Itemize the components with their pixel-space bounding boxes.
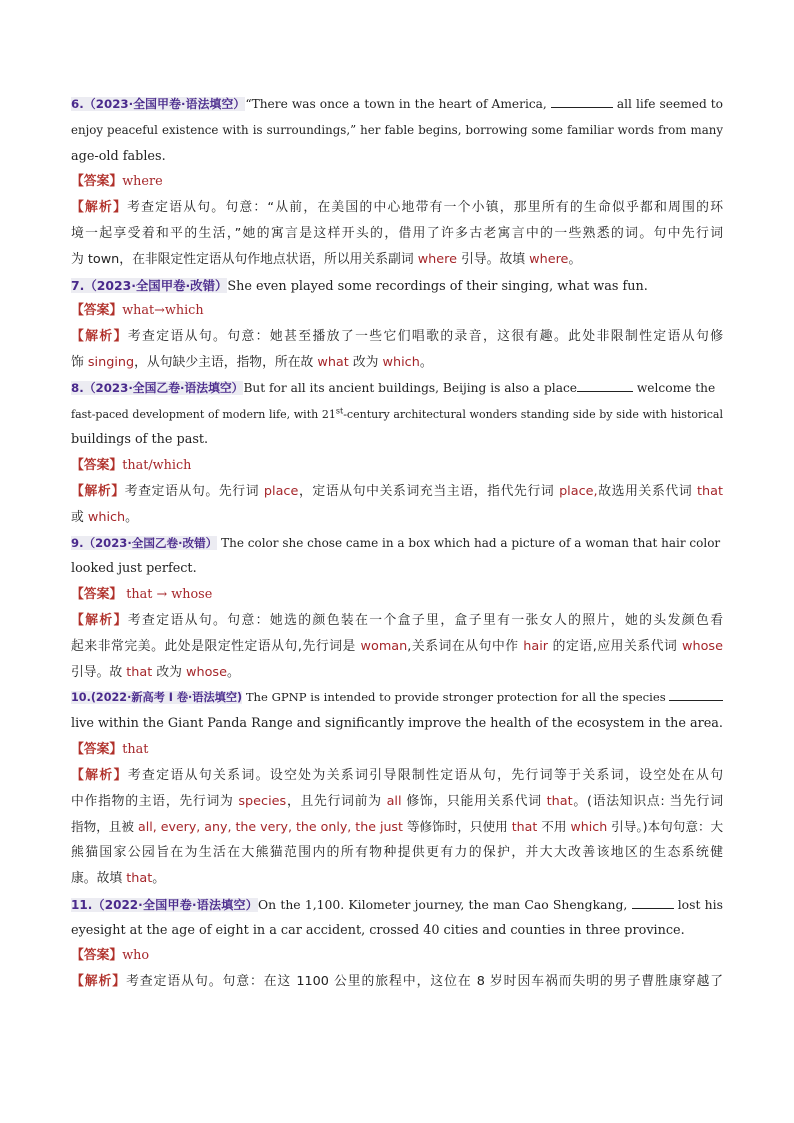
explanation-9-text-5: 引导。故 xyxy=(71,664,127,680)
explanation-9-text-7: 。 xyxy=(226,664,240,680)
question-8-superscript: st xyxy=(335,405,344,415)
question-7-line-1 xyxy=(71,273,723,299)
explanation-10-text-11: 康。故填 xyxy=(71,870,127,886)
answer-10 xyxy=(71,737,723,763)
explanation-8-text-5: 。 xyxy=(125,509,138,525)
explanation-10-keyword-4: all, every, any, the very, the only, the just xyxy=(137,819,403,835)
explanation-9-keyword-5: whose xyxy=(186,664,227,680)
explanation-6-keyword-2: where xyxy=(529,251,569,267)
question-8-line-2 xyxy=(71,402,723,428)
question-10-text: The GPNP is intended to provide stronger protection for all the species xyxy=(245,690,666,705)
question-8-line-1 xyxy=(71,376,723,402)
answer-6-value: where xyxy=(122,174,163,190)
explanation-9-text-3: ,关系词在从句中作 xyxy=(407,638,524,654)
explanation-10-text-6: 指物，且被 xyxy=(71,819,138,835)
question-11-text: On the 1,100. Kilometer journey, the man Cao Shengkang, xyxy=(258,896,628,912)
answer-7 xyxy=(71,298,723,324)
explanation-10-text-10: 熊猫国家公园旨在为生活在大熊猫范围内的所有物种提供更有力的保护，并大大改善该地区的生态系统健 xyxy=(71,845,723,861)
explanation-8-text-1: 考查定语从句。先行词 xyxy=(124,483,264,499)
explanation-label: 【解析】 xyxy=(71,200,128,216)
explanation-9-text-4: 的定语,应用关系代词 xyxy=(548,638,683,654)
explanation-10-text-9: 引导。)本句句意：大 xyxy=(607,819,723,835)
question-8-text-4: -century architectural wonders standing side by side with historical xyxy=(343,407,723,421)
answer-label: 【答案】 xyxy=(71,174,123,190)
answer-label: 【答案】 xyxy=(71,587,123,603)
explanation-10-text-7: 等修饰时，只使用 xyxy=(402,819,512,835)
question-8-text-3: fast-paced development of modern life, with 21 xyxy=(71,407,336,421)
question-11-line-2 xyxy=(71,918,723,944)
explanation-8-keyword-4: which xyxy=(87,509,126,525)
explanation-7-text-5: 。 xyxy=(419,354,433,370)
explanation-10-keyword-7: that xyxy=(126,870,153,886)
question-10-line-2 xyxy=(71,711,723,737)
question-8-tag: 8.（2023·全国乙卷·语法填空） xyxy=(71,380,244,395)
question-10-blank xyxy=(669,686,723,701)
question-8-line-3 xyxy=(71,427,723,453)
explanation-10-keyword: species xyxy=(238,793,287,809)
explanation-label: 【解析】 xyxy=(71,612,128,628)
explanation-7-text-4: 改为 xyxy=(348,354,383,370)
explanation-7-text-3: ，从句缺少主语，指物，所在故 xyxy=(134,354,318,370)
explanation-6-text-1: 考查定语从句。句意：“从前，在美国的中心地带有一个小镇，那里所有的生命似乎都和周围的环 xyxy=(127,200,723,216)
explanation-8-line-2 xyxy=(71,505,723,531)
explanation-9-keyword-2: hair xyxy=(523,638,549,654)
explanation-10-keyword-2: all xyxy=(386,793,402,809)
explanation-6-line-3 xyxy=(71,247,723,273)
answer-label: 【答案】 xyxy=(71,303,123,319)
question-6-tag: 6.（2023·全国甲卷·语法填空） xyxy=(71,97,246,111)
explanation-9-text-6: 改为 xyxy=(152,664,186,680)
question-10-line-1 xyxy=(71,685,723,711)
question-8-text-2: welcome the xyxy=(636,380,716,395)
explanation-6-text-3: 为 town，在非限定性定语从句作地点状语，所以用关系副词 xyxy=(71,251,418,267)
explanation-7-keyword-2: what xyxy=(317,354,349,370)
explanation-9-keyword: woman xyxy=(360,638,408,654)
explanation-8-keyword-2: place, xyxy=(559,483,598,499)
explanation-10-line-2 xyxy=(71,789,723,815)
question-9-text-2: looked just perfect. xyxy=(71,561,197,577)
answer-8-value: that/which xyxy=(122,458,192,474)
explanation-label: 【解析】 xyxy=(71,767,128,783)
question-11-text-3: eyesight at the age of eight in a car accident, crossed 40 cities and counties in three province. xyxy=(71,922,685,938)
explanation-6-text-2: 境一起享受着和平的生活，”她的寓言是这样开头的，借用了许多古老寓言中的一些熟悉的词。句中先行词 xyxy=(71,225,723,241)
explanation-9-text-2: 起来非常完美。此处是限定性定语从句,先行词是 xyxy=(71,638,361,654)
explanation-9-keyword-3: whose xyxy=(682,638,723,654)
question-9-line-2 xyxy=(71,556,723,582)
explanation-7-text-1: 考查定语从句。句意：她甚至播放了一些它们唱歌的录音，这很有趣。此处非限制性定语从句修 xyxy=(127,329,723,345)
question-6-text-4: age-old fables. xyxy=(71,148,166,164)
explanation-7-keyword-3: which xyxy=(382,354,420,370)
answer-9-value: that → whose xyxy=(122,587,213,603)
explanation-10-text-3: ，且先行词前为 xyxy=(286,793,387,809)
answer-10-value: that xyxy=(122,741,149,757)
question-8-blank xyxy=(577,377,633,392)
explanation-6-text-4: 引导。故填 xyxy=(457,251,530,267)
answer-label: 【答案】 xyxy=(71,948,123,964)
explanation-11-line-1 xyxy=(71,969,723,995)
explanation-10-text-12: 。 xyxy=(152,870,166,886)
answer-label: 【答案】 xyxy=(71,458,123,474)
explanation-10-line-3 xyxy=(71,814,723,840)
explanation-6-line-1 xyxy=(71,195,723,221)
question-11-text-2: lost his xyxy=(677,896,723,912)
explanation-8-keyword: place xyxy=(263,483,299,499)
question-6-line-1 xyxy=(71,92,723,118)
question-9-tag: 9.（2023·全国乙卷·改错） xyxy=(71,535,218,550)
explanation-9-line-2 xyxy=(71,634,723,660)
explanation-7-line-2 xyxy=(71,350,723,376)
question-9-text: The color she chose came in a box which had a picture of a woman that hair color xyxy=(217,535,721,550)
explanation-7-line-1 xyxy=(71,324,723,350)
explanation-10-keyword-5: that xyxy=(511,819,538,835)
explanation-8-text-3: 故选用关系代词 xyxy=(597,483,697,499)
explanation-label: 【解析】 xyxy=(71,329,128,345)
explanation-9-line-1 xyxy=(71,608,723,634)
answer-9 xyxy=(71,582,723,608)
question-6-line-3 xyxy=(71,144,723,170)
question-11-blank xyxy=(632,894,674,909)
explanation-10-text-4: 修饰，只能用关系代词 xyxy=(401,793,547,809)
explanation-8-line-1 xyxy=(71,479,723,505)
explanation-10-text-5: 。(语法知识点: 当先行词 xyxy=(572,793,723,809)
explanation-8-text-4: 或 xyxy=(71,509,88,525)
explanation-9-line-3 xyxy=(71,660,723,686)
explanation-6-text-5: 。 xyxy=(568,251,582,267)
explanation-6-keyword: where xyxy=(417,251,457,267)
explanation-9-keyword-4: that xyxy=(126,664,153,680)
question-10-tag: 10.(2022·新高考 I 卷·语法填空) xyxy=(71,691,243,705)
question-7-text: She even played some recordings of their singing, what was fun. xyxy=(227,278,648,294)
explanation-10-line-1 xyxy=(71,763,723,789)
question-8-text: But for all its ancient buildings, Beijing is also a place xyxy=(243,380,577,395)
answer-11-value: who xyxy=(122,948,150,964)
explanation-10-text-2: 中作指物的主语，先行词为 xyxy=(71,793,239,809)
explanation-9-text-1: 考查定语从句。句意：她选的颜色装在一个盒子里，盒子里有一张女人的照片，她的头发颜色看 xyxy=(127,612,723,628)
question-8-text-5: buildings of the past. xyxy=(71,432,209,448)
document-body xyxy=(71,92,723,995)
explanation-6-line-2 xyxy=(71,221,723,247)
explanation-8-keyword-3: that xyxy=(697,483,723,499)
explanation-8-text-2: ，定语从句中关系词充当主语，指代先行词 xyxy=(298,483,560,499)
question-6-text: “There was once a town in the heart of America, xyxy=(245,97,547,111)
explanation-10-text-1: 考查定语从句关系词。设空处为关系词引导限制性定语从句，先行词等于关系词，设空处在从句 xyxy=(127,767,723,783)
explanation-11-text-1: 考查定语从句。句意：在这 1100 公里的旅程中，这位在 8 岁时因车祸而失明的男子曹胜康穿越了 xyxy=(126,974,723,990)
question-7-tag: 7.（2023·全国甲卷·改错） xyxy=(71,277,228,293)
explanation-label: 【解析】 xyxy=(71,974,127,990)
question-11-line-1 xyxy=(71,892,723,918)
question-6-line-2 xyxy=(71,118,723,144)
question-6-text-2: all life seemed to xyxy=(616,97,723,111)
answer-11 xyxy=(71,943,723,969)
question-9-line-1 xyxy=(71,531,723,557)
question-10-text-2: live within the Giant Panda Range and significantly improve the health of the ecosystem in the area. xyxy=(71,716,723,732)
question-11-tag: 11.（2022·全国甲卷·语法填空） xyxy=(71,897,259,912)
explanation-7-text-2: 饰 xyxy=(71,354,88,370)
question-6-blank xyxy=(551,93,613,108)
answer-8 xyxy=(71,453,723,479)
explanation-10-line-5 xyxy=(71,866,723,892)
explanation-7-keyword: singing xyxy=(87,354,135,370)
question-6-text-3: enjoy peaceful existence with is surroundings,” her fable begins, borrowing some familiar words from many xyxy=(71,122,723,137)
answer-label: 【答案】 xyxy=(71,741,123,757)
explanation-10-keyword-6: which xyxy=(570,819,608,835)
answer-6 xyxy=(71,169,723,195)
answer-7-value: what→which xyxy=(122,303,204,319)
explanation-label: 【解析】 xyxy=(71,483,125,499)
explanation-10-text-8: 不用 xyxy=(537,819,571,835)
explanation-10-keyword-3: that xyxy=(546,793,573,809)
explanation-10-line-4 xyxy=(71,840,723,866)
